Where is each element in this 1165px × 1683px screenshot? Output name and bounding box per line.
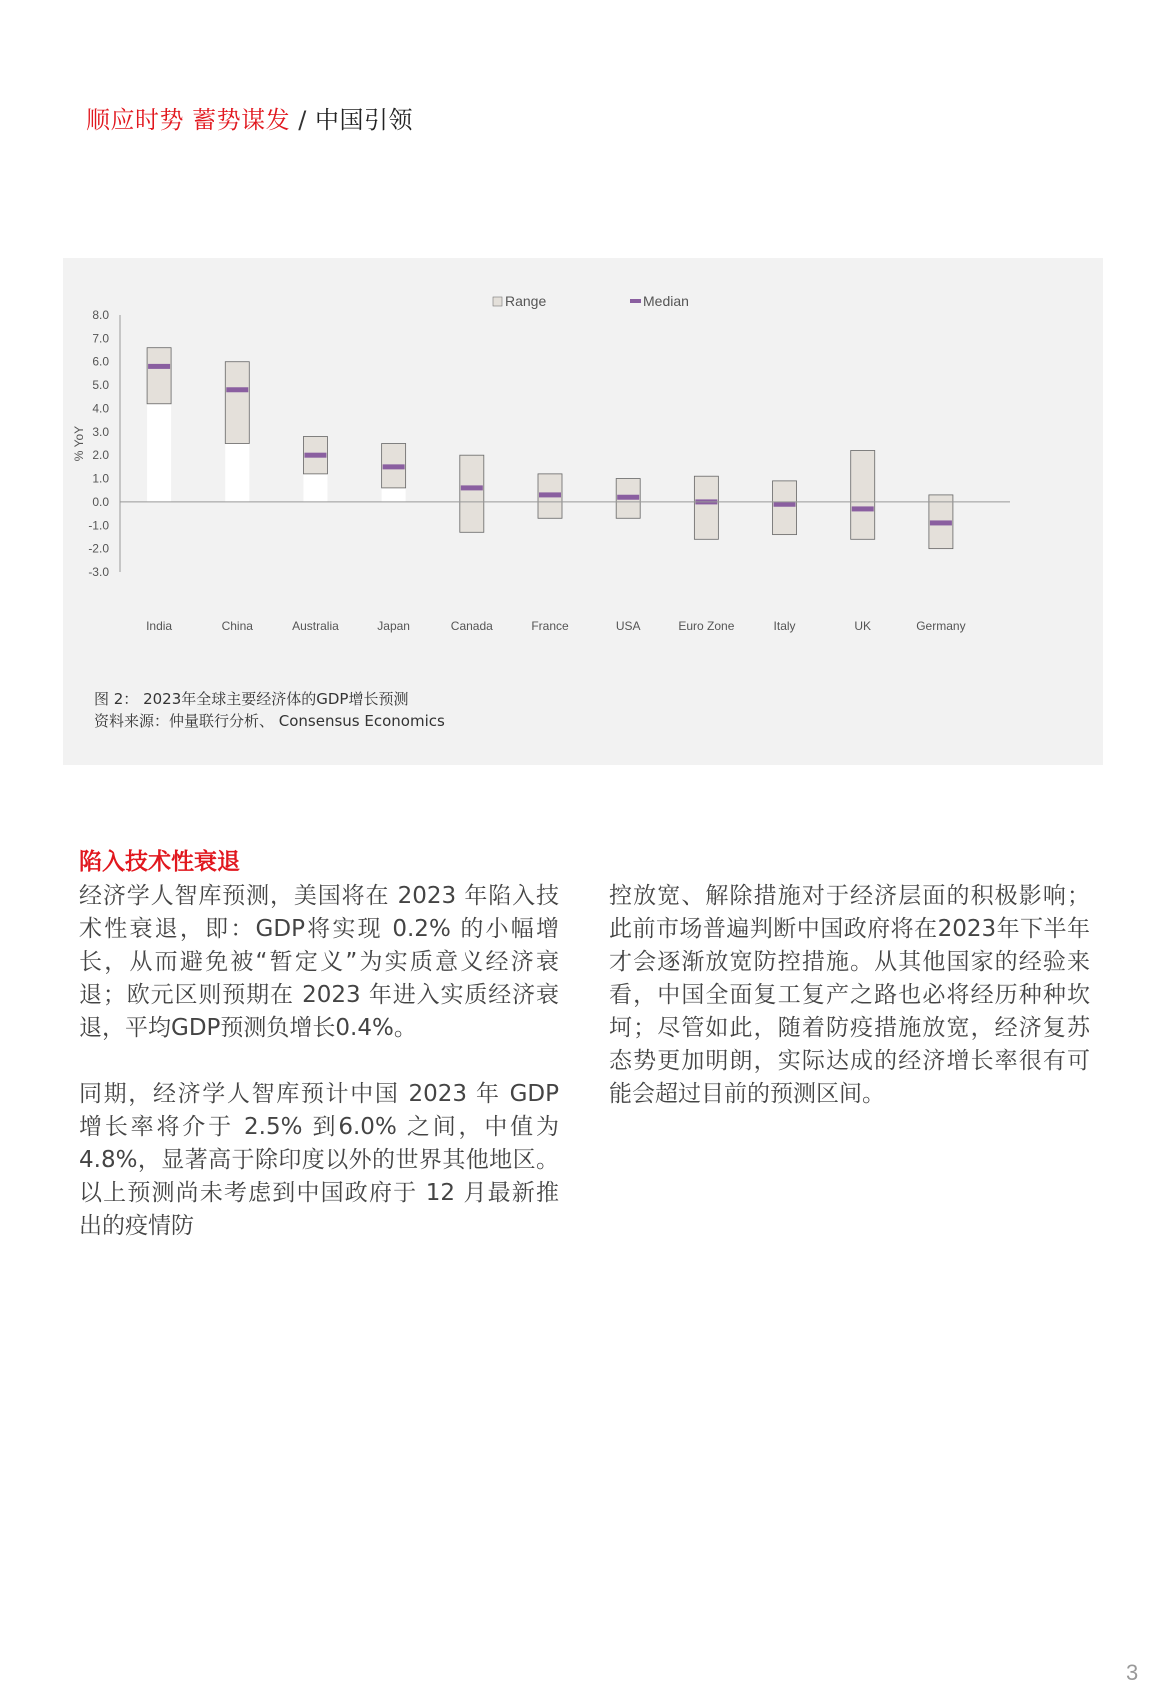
range-bar xyxy=(225,362,249,444)
y-tick-label: 5.0 xyxy=(92,378,109,393)
range-bar xyxy=(460,455,484,532)
caption-title: 图 2： 2023年全球主要经济体的GDP增长预测 xyxy=(94,690,409,708)
legend-range-swatch xyxy=(493,297,502,306)
body-column-right xyxy=(609,880,1090,1144)
median-marker xyxy=(148,364,170,369)
x-tick-label: India xyxy=(146,619,173,633)
x-tick-label: France xyxy=(531,619,569,633)
range-bar xyxy=(773,481,797,535)
y-tick-label: -3.0 xyxy=(88,565,109,579)
body-column-left xyxy=(79,880,559,1276)
median-marker xyxy=(226,387,248,392)
page-number: 3 xyxy=(1126,1660,1139,1683)
median-marker xyxy=(852,506,874,511)
caption-source: 资料来源：仲量联行分析、 Consensus Economics xyxy=(94,712,445,730)
x-tick-label: Canada xyxy=(450,619,493,633)
body-paragraph: 经济学人智库预测，美国将在 2023 年陷入技术性衰退，即：GDP将实现 0.2% 的小幅增长，从而避免被“暂定义”为实质意义经济衰退；欧元区则预期在 2023 年进入实质经济衰退，平均GDP预测负增长0.4%。 xyxy=(79,883,559,1041)
body-paragraph: 同期，经济学人智库预计中国 2023 年 GDP 增长率将介于 2.5% 到6.0% 之间，中值为 4.8%，显著高于除印度以外的世界其他地区。以上预测尚未考虑到中国政府于 12 月最新推出的疫情防 xyxy=(79,1081,559,1239)
x-tick-label: Australia xyxy=(292,619,339,633)
range-bar xyxy=(694,476,718,539)
y-tick-label: 6.0 xyxy=(92,354,109,369)
y-tick-label: 7.0 xyxy=(92,331,109,346)
y-tick-label: 0.0 xyxy=(92,494,109,509)
median-marker xyxy=(617,495,639,500)
section-title: 陷入技术性衰退 xyxy=(79,849,240,875)
x-tick-label: Germany xyxy=(916,619,966,633)
base-bar xyxy=(225,444,249,502)
base-bar xyxy=(382,488,406,502)
x-tick-label: Italy xyxy=(773,619,796,633)
median-marker xyxy=(304,453,326,458)
range-bar xyxy=(851,451,875,540)
page-header xyxy=(86,100,413,135)
header-title-dark: 中国引领 xyxy=(314,106,413,134)
y-tick-label: 8.0 xyxy=(92,308,109,322)
body-paragraph: 控放宽、解除措施对于经济层面的积极影响；此前市场普遍判断中国政府将在2023年下半年才会逐渐放宽防控措施。从其他国家的经验来看，中国全面复工复产之路也必将经历种种坎坷；尽管如此，随着防疫措施放宽，经济复苏态势更加明朗，实际达成的经济增长率很有可能会超过目前的预测区间。 xyxy=(609,883,1090,1107)
median-marker xyxy=(383,464,405,469)
x-tick-label: Japan xyxy=(377,619,410,633)
gdp-forecast-chart xyxy=(63,258,1103,678)
x-tick-label: China xyxy=(221,619,253,633)
legend-range-label: Range xyxy=(505,293,547,309)
y-tick-label: 1.0 xyxy=(92,471,109,486)
y-tick-label: -2.0 xyxy=(88,541,109,556)
median-marker xyxy=(930,520,952,525)
median-marker xyxy=(461,485,483,490)
x-tick-label: UK xyxy=(854,619,872,633)
range-bar xyxy=(147,348,171,404)
y-axis-title: % YoY xyxy=(72,425,86,462)
x-tick-label: USA xyxy=(615,619,641,633)
header-title-red: 顺应时势 蓄势谋发 xyxy=(86,106,291,134)
legend-median-label: Median xyxy=(643,293,689,309)
median-marker xyxy=(539,492,561,497)
y-tick-label: 4.0 xyxy=(92,401,109,416)
figure-panel xyxy=(63,258,1103,765)
median-marker xyxy=(774,502,796,507)
y-tick-label: 3.0 xyxy=(92,424,109,439)
base-bar xyxy=(303,474,327,502)
x-tick-label: Euro Zone xyxy=(678,619,735,633)
figure-caption xyxy=(94,688,445,732)
base-bar xyxy=(147,404,171,502)
legend-median-swatch xyxy=(630,299,641,303)
y-tick-label: 2.0 xyxy=(92,448,109,463)
y-tick-label: -1.0 xyxy=(88,518,109,533)
header-separator: / xyxy=(290,106,315,134)
